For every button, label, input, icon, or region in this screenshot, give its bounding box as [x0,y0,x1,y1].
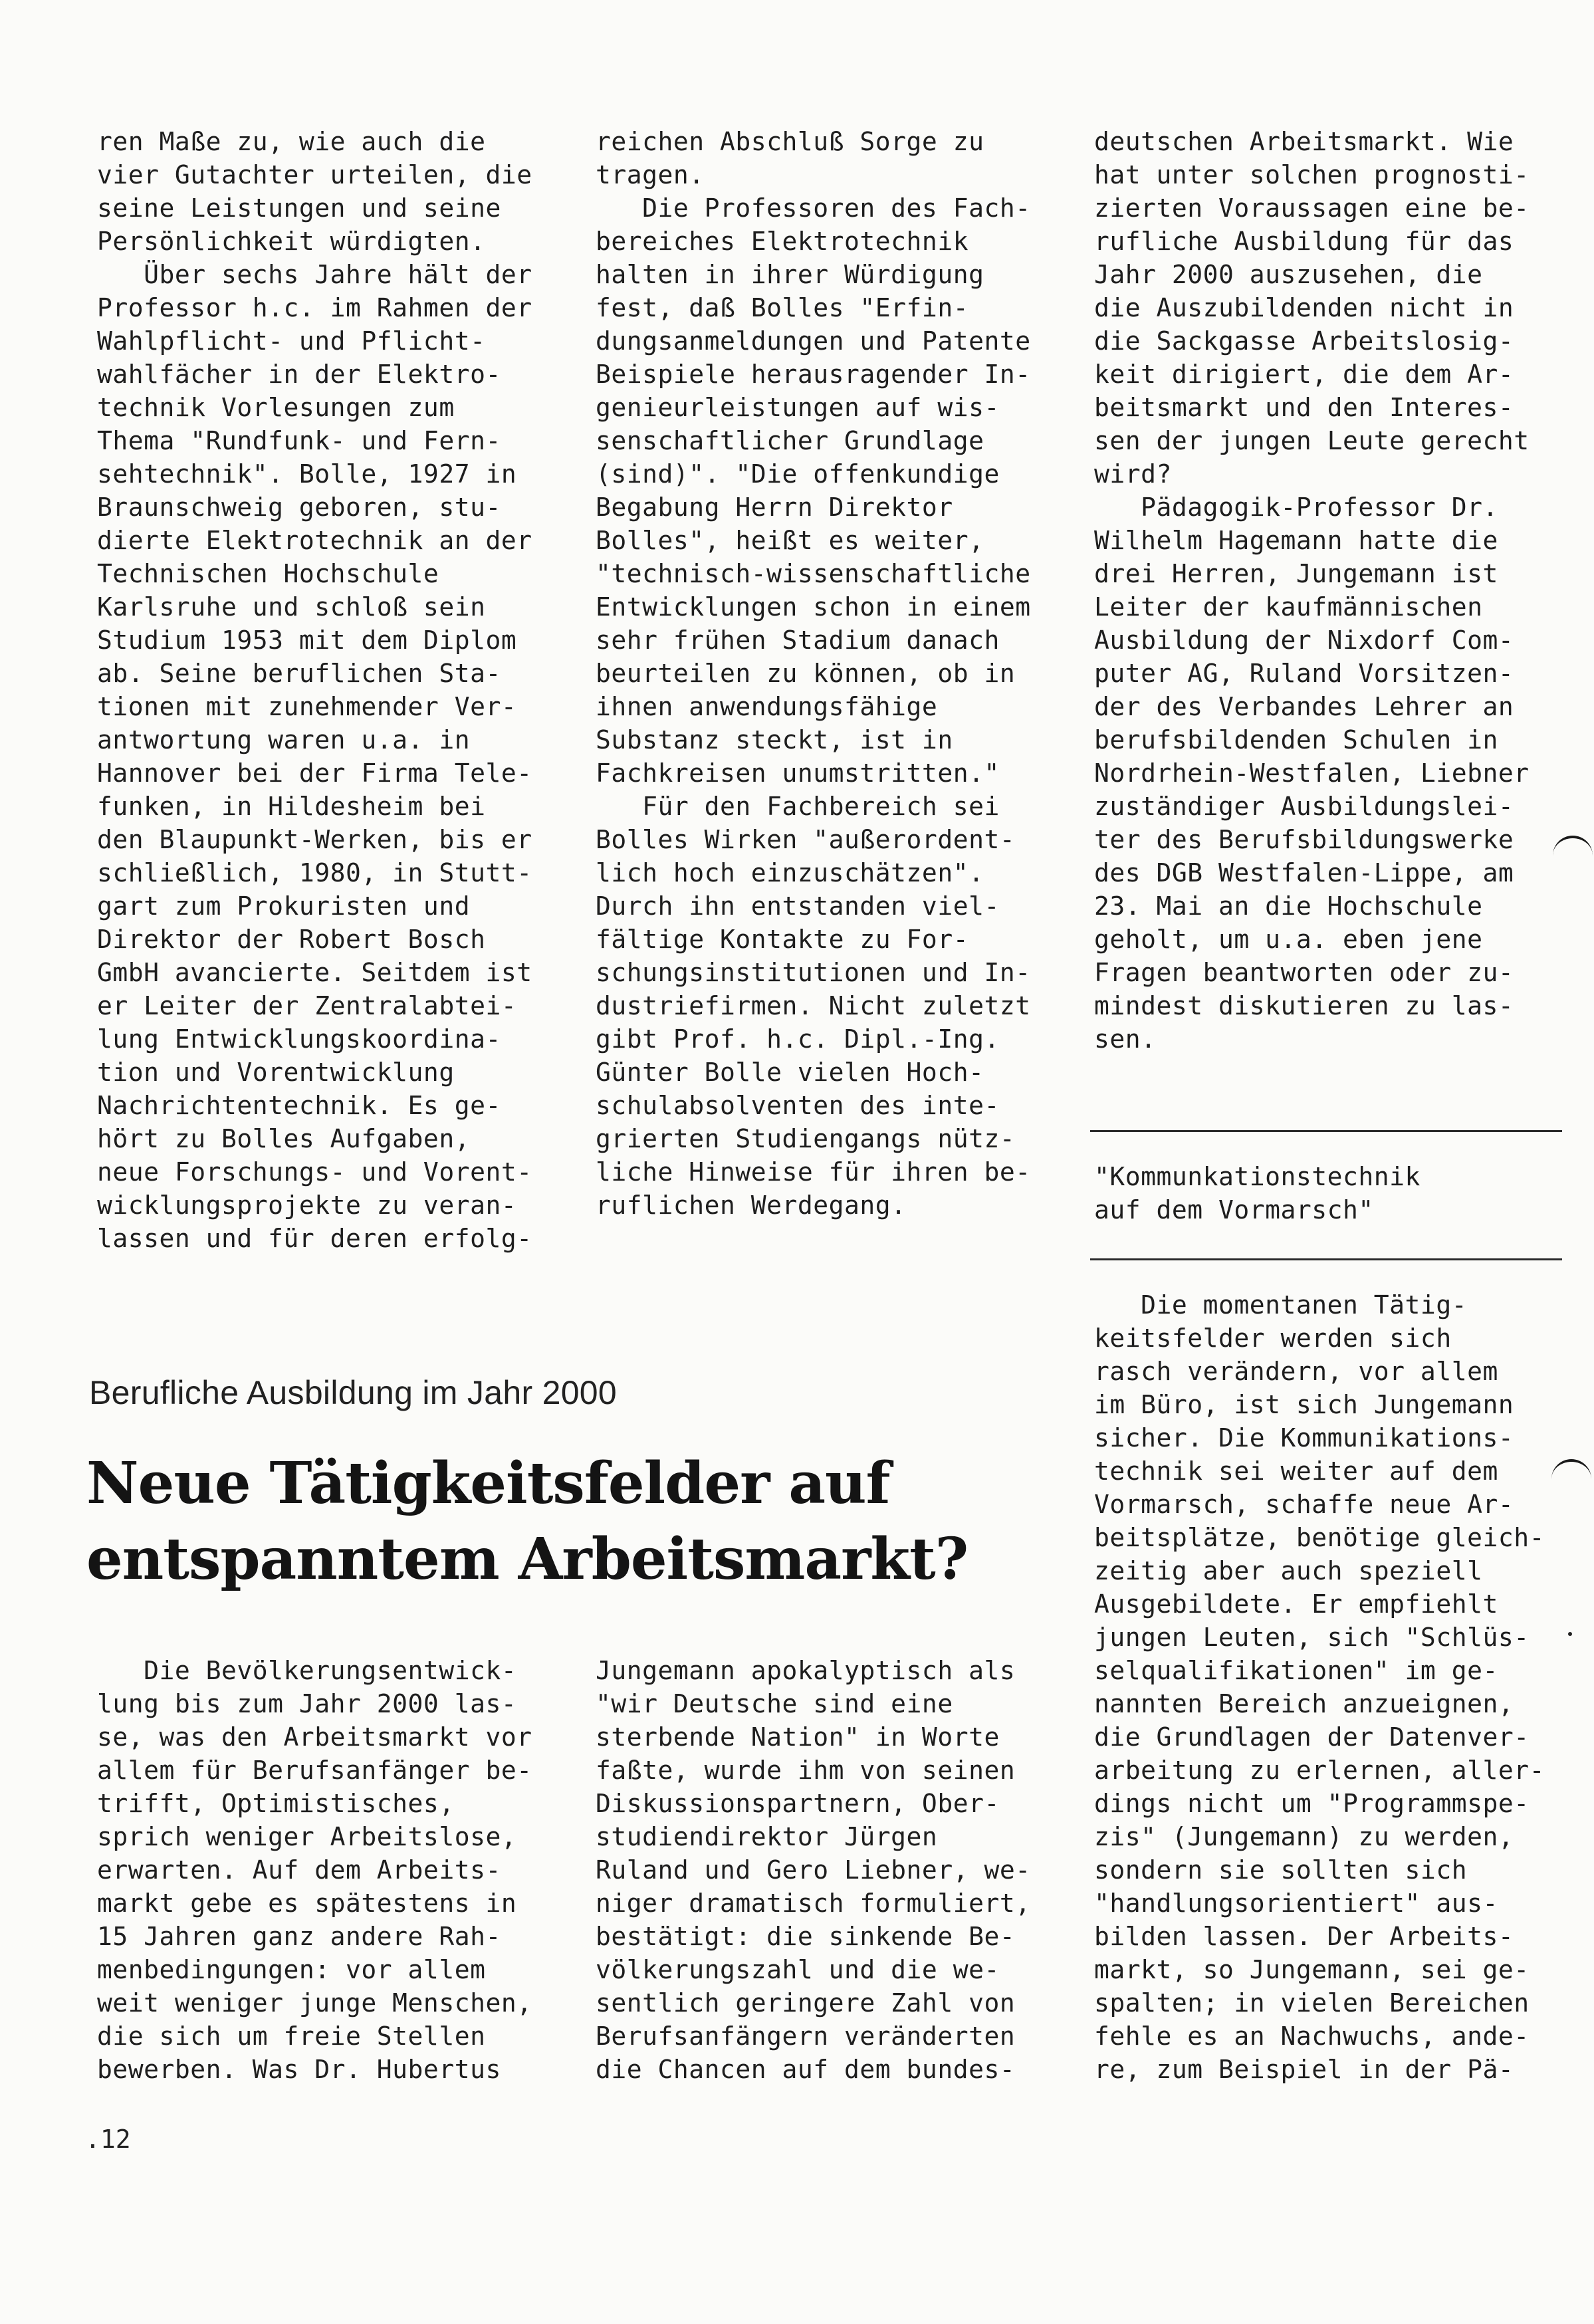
text-line: "wir Deutsche sind eine [596,1689,953,1718]
text-line: Für den Fachbereich sei [596,792,1000,821]
text-line: Ruland und Gero Liebner, we- [596,1855,1031,1885]
text-line: GmbH avancierte. Seitdem ist [97,958,532,987]
text-line: ruflichen Werdegang. [596,1191,907,1220]
text-line: mindest diskutieren zu las- [1094,991,1514,1020]
text-line: Fachkreisen unumstritten." [596,758,1000,788]
text-line: zuständiger Ausbildungslei- [1094,792,1514,821]
text-line: puter AG, Ruland Vorsitzen- [1094,659,1514,688]
text-line: Begabung Herrn Direktor [596,493,953,522]
text-line: Die Professoren des Fach- [596,193,1031,223]
text-line: beitsplätze, benötige gleich- [1094,1523,1545,1552]
column-bottom-middle [596,1654,1031,2086]
text-line: sehtechnik". Bolle, 1927 in [97,459,517,489]
text-line: dings nicht um "Programmspe- [1094,1789,1530,1818]
text-line: liche Hinweise für ihren be- [596,1157,1031,1187]
article-kicker: Berufliche Ausbildung im Jahr 2000 [89,1374,618,1411]
text-line: Berufsanfängern veränderten [596,2022,1016,2051]
text-line: genieurleistungen auf wis- [596,393,1000,422]
text-line: Günter Bolle vielen Hoch- [596,1058,984,1087]
text-line: erwarten. Auf dem Arbeits- [97,1855,501,1885]
text-line: grierten Studiengangs nütz- [596,1124,1016,1153]
quote-rule-top [1090,1130,1562,1132]
text-line: Technischen Hochschule [97,559,439,588]
text-line: bereiches Elektrotechnik [596,227,969,256]
text-line: tragen. [596,160,705,189]
text-line: neue Forschungs- und Vorent- [97,1157,532,1187]
text-line: senschaftlicher Grundlage [596,426,984,455]
text-line: tion und Vorentwicklung [97,1058,455,1087]
text-line: Ausbildung der Nixdorf Com- [1094,626,1514,655]
text-line: lung Entwicklungskoordina- [97,1024,501,1054]
text-line: se, was den Arbeitsmarkt vor [97,1722,532,1752]
text-line: reichen Abschluß Sorge zu [596,127,984,156]
text-line: (sind)". "Die offenkundige [596,459,1000,489]
text-line: Leiter der kaufmännischen [1094,592,1483,622]
text-line: bestätigt: die sinkende Be- [596,1922,1016,1951]
text-line: schließlich, 1980, in Stutt- [97,858,532,887]
text-line: re, zum Beispiel in der Pä- [1094,2055,1514,2084]
text-line: zierten Voraussagen eine be- [1094,193,1530,223]
text-line: Direktor der Robert Bosch [97,925,486,954]
punch-hole-mark [1551,1459,1591,1499]
text-line: fältige Kontakte zu For- [596,925,969,954]
text-line: lassen und für deren erfolg- [97,1224,532,1253]
article-headline [86,1446,968,1597]
text-line: Braunschweig geboren, stu- [97,493,501,522]
text-line: drei Herren, Jungemann ist [1094,559,1498,588]
text-line: er Leiter der Zentralabtei- [97,991,517,1020]
text-line: menbedingungen: vor allem [97,1955,486,1984]
text-line: Thema "Rundfunk- und Fern- [97,426,501,455]
text-line: spalten; in vielen Bereichen [1094,1988,1530,2018]
text-line: Über sechs Jahre hält der [97,260,532,289]
headline-line: entspanntem Arbeitsmarkt? [86,1526,968,1593]
text-line: rufliche Ausbildung für das [1094,227,1514,256]
punch-hole-mark [1553,836,1593,875]
text-line: der des Verbandes Lehrer an [1094,692,1514,721]
text-line: Wilhelm Hagemann hatte die [1094,526,1498,555]
text-line: lung bis zum Jahr 2000 las- [97,1689,517,1718]
text-line: niger dramatisch formuliert, [596,1889,1031,1918]
text-line: dierte Elektrotechnik an der [97,526,532,555]
text-line: wicklungsprojekte zu veran- [97,1191,517,1220]
text-line: berufsbildenden Schulen in [1094,725,1498,755]
column-top-right [1094,125,1530,1056]
text-line: zeitig aber auch speziell [1094,1556,1483,1585]
text-line: wahlfächer in der Elektro- [97,360,501,389]
quote-rule-bottom [1090,1258,1562,1260]
text-line: Hannover bei der Firma Tele- [97,758,532,788]
text-line: hat unter solchen prognosti- [1094,160,1530,189]
text-line: allem für Berufsanfänger be- [97,1756,532,1785]
text-line: 15 Jahren ganz andere Rah- [97,1922,501,1951]
text-line: dustriefirmen. Nicht zuletzt [596,991,1031,1020]
text-line: Nachrichtentechnik. Es ge- [97,1091,501,1120]
text-line: Nordrhein-Westfalen, Liebner [1094,758,1530,788]
text-line: selqualifikationen" im ge- [1094,1656,1498,1685]
text-line: fest, daß Bolles "Erfin- [596,293,969,322]
text-line: lich hoch einzuschätzen". [596,858,984,887]
text-line: deutschen Arbeitsmarkt. Wie [1094,127,1514,156]
text-line: antwortung waren u.a. in [97,725,471,755]
column-top-middle [596,125,1031,1222]
text-line: jungen Leuten, sich "Schlüs- [1094,1623,1530,1652]
pull-quote-line: "Kommunkationstechnik [1094,1162,1421,1191]
text-line: die sich um freie Stellen [97,2022,486,2051]
page-number: .12 [85,2125,131,2154]
text-line: "technisch-wissenschaftliche [596,559,1031,588]
text-line: markt, so Jungemann, sei ge- [1094,1955,1530,1984]
text-line: Bolles", heißt es weiter, [596,526,984,555]
text-line: seine Leistungen und seine [97,193,501,223]
text-line: völkerungszahl und die we- [596,1955,1000,1984]
text-line: Professor h.c. im Rahmen der [97,293,532,322]
text-line: Fragen beantworten oder zu- [1094,958,1514,987]
text-line: funken, in Hildesheim bei [97,792,486,821]
text-line: gibt Prof. h.c. Dipl.-Ing. [596,1024,1000,1054]
text-line: trifft, Optimistisches, [97,1789,455,1818]
text-line: fehle es an Nachwuchs, ande- [1094,2022,1530,2051]
text-line: Diskussionspartnern, Ober- [596,1789,1000,1818]
text-line: bilden lassen. Der Arbeits- [1094,1922,1514,1951]
text-line: Durch ihn entstanden viel- [596,891,1000,921]
pull-quote [1094,1160,1421,1226]
text-line: keitsfelder werden sich [1094,1324,1452,1353]
text-line: ihnen anwendungsfähige [596,692,938,721]
text-line: die Sackgasse Arbeitslosig- [1094,326,1514,356]
margin-dot [1568,1632,1572,1636]
text-line: ter des Berufsbildungswerke [1094,825,1514,854]
text-line: studiendirektor Jürgen [596,1822,938,1851]
column-bottom-left [97,1654,532,2086]
column-bottom-right [1094,1288,1545,2086]
text-line: Karlsruhe und schloß sein [97,592,486,622]
column-top-left [97,125,532,1255]
text-line: Die Bevölkerungsentwick- [97,1656,517,1685]
text-line: markt gebe es spätestens in [97,1889,517,1918]
text-line: keit dirigiert, die dem Ar- [1094,360,1514,389]
text-line: Bolles Wirken "außerordent- [596,825,1016,854]
text-line: im Büro, ist sich Jungemann [1094,1390,1514,1419]
text-line: den Blaupunkt-Werken, bis er [97,825,532,854]
headline-line: Neue Tätigkeitsfelder auf [86,1450,890,1517]
text-line: dungsanmeldungen und Patente [596,326,1031,356]
text-line: technik Vorlesungen zum [97,393,455,422]
text-line: Beispiele herausragender In- [596,360,1031,389]
text-line: sterbende Nation" in Worte [596,1722,1000,1752]
text-line: technik sei weiter auf dem [1094,1456,1498,1486]
text-line: Ausgebildete. Er empfiehlt [1094,1589,1498,1619]
text-line: nannten Bereich anzueignen, [1094,1689,1514,1718]
text-line: Pädagogik-Professor Dr. [1094,493,1498,522]
text-line: Wahlpflicht- und Pflicht- [97,326,486,356]
text-line: schulabsolventen des inte- [596,1091,1000,1120]
text-line: 23. Mai an die Hochschule [1094,891,1483,921]
text-line: Jahr 2000 auszusehen, die [1094,260,1483,289]
text-line: ren Maße zu, wie auch die [97,127,486,156]
text-line: wird? [1094,459,1172,489]
text-line: Studium 1953 mit dem Diplom [97,626,517,655]
text-line: rasch verändern, vor allem [1094,1357,1498,1386]
text-line: schungsinstitutionen und In- [596,958,1031,987]
text-line: hört zu Bolles Aufgaben, [97,1124,471,1153]
pull-quote-line: auf dem Vormarsch" [1094,1195,1374,1224]
text-line: Substanz steckt, ist in [596,725,953,755]
text-line: sehr frühen Stadium danach [596,626,1000,655]
text-line: vier Gutachter urteilen, die [97,160,532,189]
text-line: Vormarsch, schaffe neue Ar- [1094,1490,1514,1519]
text-line: sentlich geringere Zahl von [596,1988,1016,2018]
text-line: sicher. Die Kommunikations- [1094,1423,1514,1452]
text-line: sondern sie sollten sich [1094,1855,1468,1885]
text-line: beurteilen zu können, ob in [596,659,1016,688]
text-line: tionen mit zunehmender Ver- [97,692,517,721]
text-line: Jungemann apokalyptisch als [596,1656,1016,1685]
text-line: zis" (Jungemann) zu werden, [1094,1822,1514,1851]
text-line: gart zum Prokuristen und [97,891,471,921]
text-line: Entwicklungen schon in einem [596,592,1031,622]
text-line: sen. [1094,1024,1157,1054]
text-line: sen der jungen Leute gerecht [1094,426,1530,455]
text-line: Die momentanen Tätig- [1094,1290,1468,1320]
text-line: faßte, wurde ihm von seinen [596,1756,1016,1785]
text-line: weit weniger junge Menschen, [97,1988,532,2018]
text-line: die Chancen auf dem bundes- [596,2055,1016,2084]
text-line: Persönlichkeit würdigten. [97,227,486,256]
text-line: des DGB Westfalen-Lippe, am [1094,858,1514,887]
text-line: bewerben. Was Dr. Hubertus [97,2055,501,2084]
text-line: die Auszubildenden nicht in [1094,293,1514,322]
text-line: sprich weniger Arbeitslose, [97,1822,517,1851]
text-line: halten in ihrer Würdigung [596,260,984,289]
text-line: arbeitung zu erlernen, aller- [1094,1756,1545,1785]
text-line: die Grundlagen der Datenver- [1094,1722,1530,1752]
text-line: ab. Seine beruflichen Sta- [97,659,501,688]
text-line: "handlungsorientiert" aus- [1094,1889,1498,1918]
text-line: beitsmarkt und den Interes- [1094,393,1514,422]
text-line: geholt, um u.a. eben jene [1094,925,1483,954]
